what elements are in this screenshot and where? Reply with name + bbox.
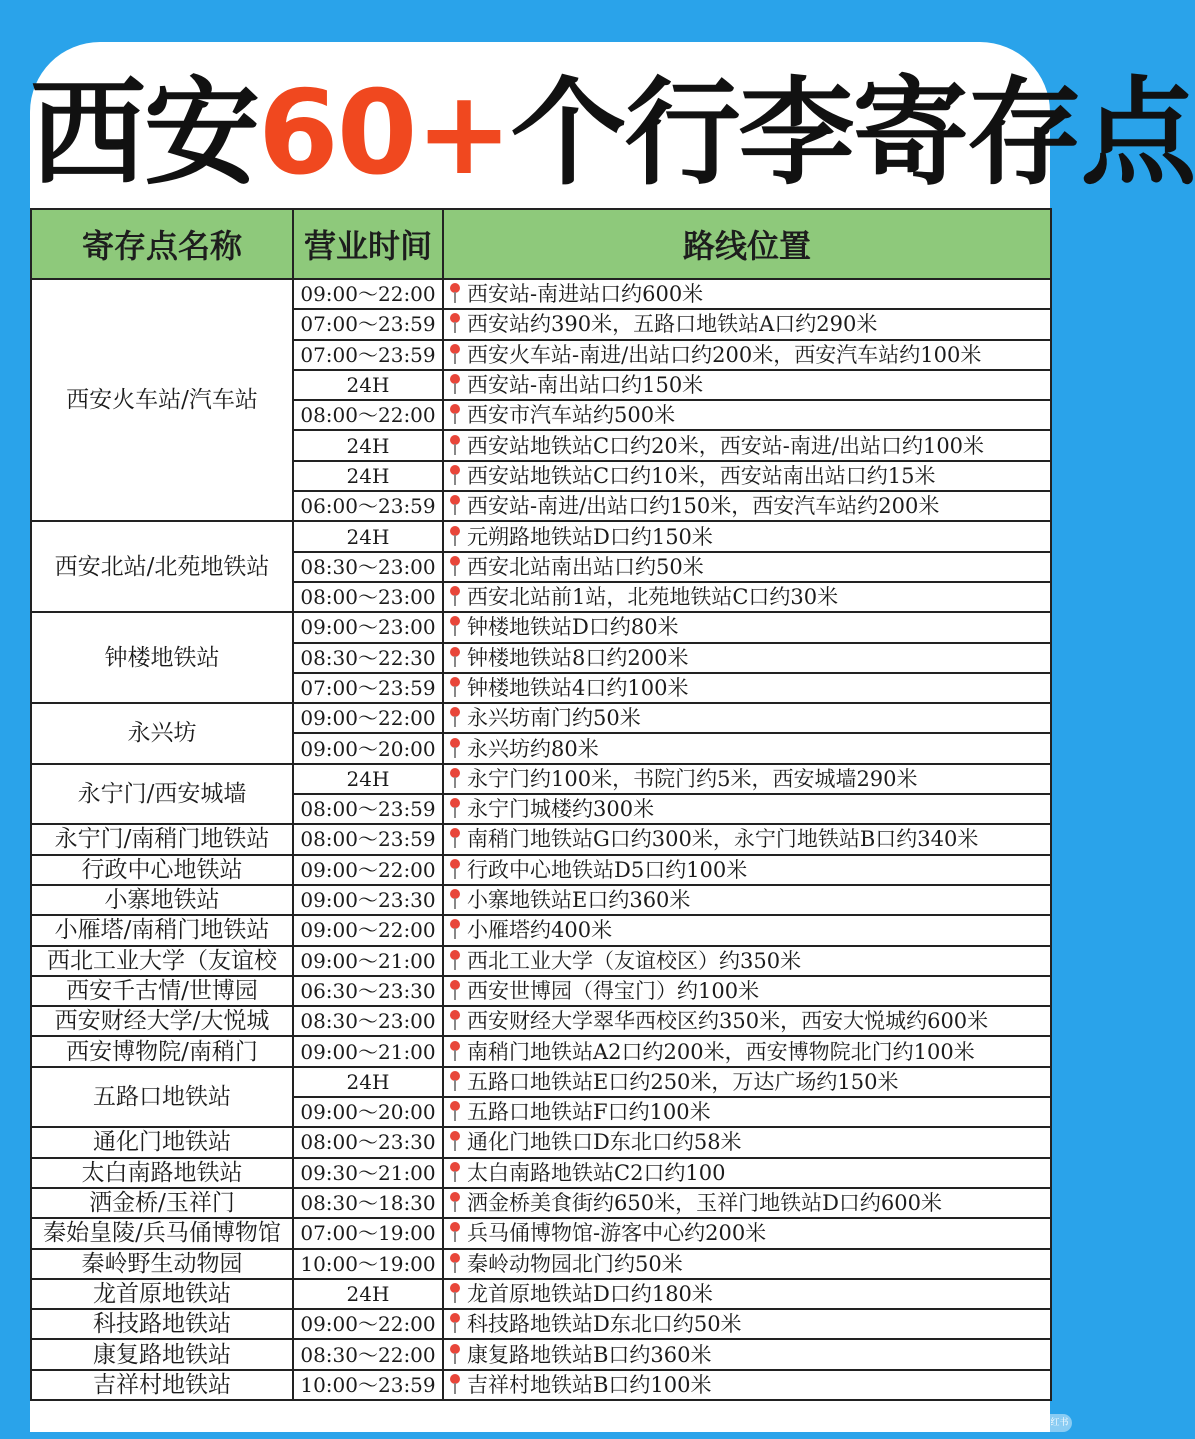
map-pin-icon (448, 1131, 462, 1151)
route-cell (443, 1249, 1051, 1279)
route-text: 兵马俑博物馆-游客中心约200米 (467, 1221, 767, 1246)
hours-cell: 24H (293, 1279, 443, 1309)
route-text: 洒金桥美食街约650米，玉祥门地铁站D口约600米 (467, 1191, 943, 1216)
route-text: 西安北站前1站，北苑地铁站C口约30米 (467, 585, 839, 610)
route-cell (443, 309, 1051, 339)
route-cell (443, 279, 1051, 309)
table-row (31, 1249, 1051, 1279)
route-cell (443, 552, 1051, 582)
route-text: 永兴坊约80米 (467, 736, 599, 761)
table-row (31, 885, 1051, 915)
hours-cell: 09:30～21:00 (293, 1158, 443, 1188)
route-cell (443, 1127, 1051, 1157)
map-pin-icon (448, 950, 462, 970)
table-row (31, 915, 1051, 945)
hours-cell: 08:00～23:30 (293, 1127, 443, 1157)
hours-cell: 24H (293, 461, 443, 491)
location-name-cell: 康复路地铁站 (31, 1339, 293, 1369)
route-cell (443, 643, 1051, 673)
title-prefix: 西安 (30, 66, 258, 201)
location-name-cell: 小寨地铁站 (31, 885, 293, 915)
route-text: 西安火车站-南进/出站口约200米，西安汽车站约100米 (467, 342, 982, 367)
map-pin-icon (448, 647, 462, 667)
route-cell (443, 673, 1051, 703)
route-cell (443, 400, 1051, 430)
location-name-cell: 五路口地铁站 (31, 1067, 293, 1128)
location-name-cell: 小雁塔/南稍门地铁站 (31, 915, 293, 945)
hours-cell: 07:00～23:59 (293, 309, 443, 339)
hours-cell: 09:00～20:00 (293, 1097, 443, 1127)
route-text: 五路口地铁站F口约100米 (467, 1100, 711, 1125)
route-text: 太白南路地铁站C2口约100 (467, 1160, 726, 1185)
hours-cell: 09:00～23:30 (293, 885, 443, 915)
map-pin-icon (448, 707, 462, 727)
table-row (31, 521, 1051, 551)
location-name-cell: 钟楼地铁站 (31, 612, 293, 703)
table-row (31, 1339, 1051, 1369)
map-pin-icon (448, 768, 462, 788)
route-text: 永宁门约100米，书院门约5米，西安城墙290米 (467, 766, 918, 791)
title-suffix: 个行李寄存点 (510, 66, 1195, 201)
location-name-cell: 永宁门/南稍门地铁站 (31, 824, 293, 854)
route-cell (443, 1097, 1051, 1127)
route-text: 行政中心地铁站D5口约100米 (467, 857, 748, 882)
hours-cell: 24H (293, 370, 443, 400)
route-text: 吉祥村地铁站B口约100米 (467, 1372, 712, 1397)
location-name-cell: 西安千古情/世博园 (31, 976, 293, 1006)
map-pin-icon (448, 586, 462, 606)
route-cell (443, 1188, 1051, 1218)
route-text: 西安世博园（得宝门）约100米 (467, 978, 760, 1003)
map-pin-icon (448, 1010, 462, 1030)
route-text: 西安站地铁站C口约20米，西安站-南进/出站口约100米 (467, 433, 985, 458)
route-text: 西安财经大学翠华西校区约350米，西安大悦城约600米 (467, 1009, 989, 1034)
hours-cell: 09:00～22:00 (293, 1309, 443, 1339)
route-text: 西安站-南出站口约150米 (467, 373, 704, 398)
map-pin-icon (448, 677, 462, 697)
table-header-row (31, 209, 1051, 279)
route-text: 钟楼地铁站4口约100米 (467, 676, 689, 700)
header-name: 寄存点名称 (31, 209, 293, 279)
route-text: 南稍门地铁站A2口约200米，西安博物院北门约100米 (467, 1039, 975, 1064)
hours-cell: 10:00～23:59 (293, 1370, 443, 1400)
route-text: 元朔路地铁站D口约150米 (467, 524, 713, 549)
hours-cell: 24H (293, 521, 443, 551)
map-pin-icon (448, 889, 462, 909)
route-text: 龙首原地铁站D口约180米 (467, 1281, 713, 1306)
route-cell (443, 824, 1051, 854)
route-cell (443, 1218, 1051, 1248)
hours-cell: 08:00～23:00 (293, 582, 443, 612)
location-name-cell: 秦岭野生动物园 (31, 1249, 293, 1279)
route-cell (443, 430, 1051, 460)
table-row (31, 1067, 1051, 1097)
table-row (31, 1188, 1051, 1218)
hours-cell: 08:30～22:00 (293, 1339, 443, 1369)
route-cell (443, 461, 1051, 491)
route-text: 西安站地铁站C口约10米，西安站南出站口约15米 (467, 463, 936, 488)
route-text: 西安站-南进站口约600米 (467, 282, 704, 307)
hours-cell: 06:00～23:59 (293, 491, 443, 521)
location-name-cell: 吉祥村地铁站 (31, 1370, 293, 1400)
location-name-cell: 秦始皇陵/兵马俑博物馆 (31, 1218, 293, 1248)
route-cell (443, 915, 1051, 945)
hours-cell: 10:00～19:00 (293, 1249, 443, 1279)
hours-cell: 24H (293, 764, 443, 794)
hours-cell: 09:00～22:00 (293, 279, 443, 309)
location-name-cell: 洒金桥/玉祥门 (31, 1188, 293, 1218)
route-cell (443, 885, 1051, 915)
map-pin-icon (448, 738, 462, 758)
route-text: 西安站-南进/出站口约150米，西安汽车站约200米 (467, 494, 940, 519)
location-name-cell: 太白南路地铁站 (31, 1158, 293, 1188)
map-pin-icon (448, 1344, 462, 1364)
route-cell (443, 794, 1051, 824)
hours-cell: 08:00～23:59 (293, 794, 443, 824)
hours-cell: 24H (293, 1067, 443, 1097)
storage-table (30, 208, 1052, 1401)
route-cell (443, 1309, 1051, 1339)
map-pin-icon (448, 828, 462, 848)
hours-cell: 09:00～22:00 (293, 703, 443, 733)
route-cell (443, 703, 1051, 733)
map-pin-icon (448, 404, 462, 424)
table-row (31, 612, 1051, 642)
route-cell (443, 946, 1051, 976)
route-text: 秦岭动物园北门约50米 (467, 1251, 683, 1276)
route-text: 钟楼地铁站D口约80米 (467, 615, 679, 640)
map-pin-icon (448, 859, 462, 879)
map-pin-icon (448, 1192, 462, 1212)
route-cell (443, 1067, 1051, 1097)
map-pin-icon (448, 1041, 462, 1061)
map-pin-icon (448, 980, 462, 1000)
route-cell (443, 764, 1051, 794)
hours-cell: 08:00～23:59 (293, 824, 443, 854)
hours-cell: 08:30～23:00 (293, 552, 443, 582)
hours-cell: 07:00～19:00 (293, 1218, 443, 1248)
route-text: 西安市汽车站约500米 (467, 403, 676, 428)
route-text: 五路口地铁站E口约250米，万达广场约150米 (467, 1069, 899, 1094)
map-pin-icon (448, 1071, 462, 1091)
hours-cell: 24H (293, 430, 443, 460)
route-text: 钟楼地铁站8口约200米 (467, 645, 689, 670)
map-pin-icon (448, 919, 462, 939)
map-pin-icon (448, 374, 462, 394)
route-cell (443, 582, 1051, 612)
hours-cell: 07:00～23:59 (293, 673, 443, 703)
route-text: 通化门地铁口D东北口约58米 (467, 1130, 742, 1155)
route-text: 西北工业大学（友谊校区）约350米 (467, 948, 802, 973)
route-cell (443, 1279, 1051, 1309)
table-row (31, 1309, 1051, 1339)
table-body (31, 279, 1051, 1400)
hours-cell: 09:00～21:00 (293, 1036, 443, 1066)
hours-cell: 07:00～23:59 (293, 340, 443, 370)
title-highlight: 60+ (258, 66, 511, 201)
table-row (31, 855, 1051, 885)
table-row (31, 946, 1051, 976)
route-cell (443, 1158, 1051, 1188)
route-text: 康复路地铁站B口约360米 (467, 1342, 712, 1367)
table-row (31, 764, 1051, 794)
map-pin-icon (448, 465, 462, 485)
route-text: 南稍门地铁站G口约300米，永宁门地铁站B口约340米 (467, 827, 979, 852)
map-pin-icon (448, 313, 462, 333)
hours-cell: 09:00～21:00 (293, 946, 443, 976)
hours-cell: 06:30～23:30 (293, 976, 443, 1006)
location-name-cell: 行政中心地铁站 (31, 855, 293, 885)
route-text: 西安站约390米，五路口地铁站A口约290米 (467, 312, 878, 337)
map-pin-icon (448, 495, 462, 515)
route-cell (443, 370, 1051, 400)
map-pin-icon (448, 344, 462, 364)
map-pin-icon (448, 616, 462, 636)
location-name-cell: 西安博物院/南稍门 (31, 1036, 293, 1066)
map-pin-icon (448, 1374, 462, 1394)
route-cell (443, 340, 1051, 370)
page-title (30, 64, 1195, 204)
table-row (31, 1127, 1051, 1157)
route-text: 小寨地铁站E口约360米 (467, 888, 691, 913)
hours-cell: 08:30～18:30 (293, 1188, 443, 1218)
location-name-cell: 西安财经大学/大悦城 (31, 1006, 293, 1036)
route-cell (443, 491, 1051, 521)
route-text: 小雁塔约400米 (467, 918, 613, 943)
map-pin-icon (448, 798, 462, 818)
map-pin-icon (448, 1222, 462, 1242)
table-row (31, 1279, 1051, 1309)
location-name-cell: 通化门地铁站 (31, 1127, 293, 1157)
route-cell (443, 612, 1051, 642)
location-name-cell: 永兴坊 (31, 703, 293, 764)
table-row (31, 1006, 1051, 1036)
map-pin-icon (448, 1253, 462, 1273)
table-row (31, 703, 1051, 733)
hours-cell: 09:00～23:00 (293, 612, 443, 642)
hours-cell: 08:30～23:00 (293, 1006, 443, 1036)
route-text: 永宁门城楼约300米 (467, 797, 655, 822)
table-row (31, 1370, 1051, 1400)
hours-cell: 08:30～22:30 (293, 643, 443, 673)
map-pin-icon (448, 1313, 462, 1333)
map-pin-icon (448, 283, 462, 303)
location-name-cell: 西北工业大学（友谊校 (31, 946, 293, 976)
table-row (31, 1218, 1051, 1248)
header-time: 营业时间 (293, 209, 443, 279)
route-cell (443, 1370, 1051, 1400)
route-cell (443, 1339, 1051, 1369)
table-row (31, 1036, 1051, 1066)
hours-cell: 09:00～22:00 (293, 855, 443, 885)
route-text: 永兴坊南门约50米 (467, 706, 641, 731)
hours-cell: 09:00～22:00 (293, 915, 443, 945)
map-pin-icon (448, 1283, 462, 1303)
route-text: 西安北站南出站口约50米 (467, 554, 704, 579)
route-cell (443, 855, 1051, 885)
location-name-cell: 永宁门/西安城墙 (31, 764, 293, 825)
watermark: 小红书 (1038, 1414, 1072, 1432)
route-cell (443, 976, 1051, 1006)
map-pin-icon (448, 1101, 462, 1121)
table-row (31, 976, 1051, 1006)
location-name-cell: 西安火车站/汽车站 (31, 279, 293, 521)
location-name-cell: 科技路地铁站 (31, 1309, 293, 1339)
route-cell (443, 1006, 1051, 1036)
route-cell (443, 1036, 1051, 1066)
header-route: 路线位置 (443, 209, 1051, 279)
route-cell (443, 733, 1051, 763)
table-row (31, 824, 1051, 854)
table-row (31, 279, 1051, 309)
map-pin-icon (448, 556, 462, 576)
map-pin-icon (448, 435, 462, 455)
location-name-cell: 西安北站/北苑地铁站 (31, 521, 293, 612)
route-cell (443, 521, 1051, 551)
hours-cell: 08:00～22:00 (293, 400, 443, 430)
location-name-cell: 龙首原地铁站 (31, 1279, 293, 1309)
map-pin-icon (448, 1162, 462, 1182)
hours-cell: 09:00～20:00 (293, 733, 443, 763)
route-text: 科技路地铁站D东北口约50米 (467, 1312, 742, 1337)
map-pin-icon (448, 526, 462, 546)
table-row (31, 1158, 1051, 1188)
